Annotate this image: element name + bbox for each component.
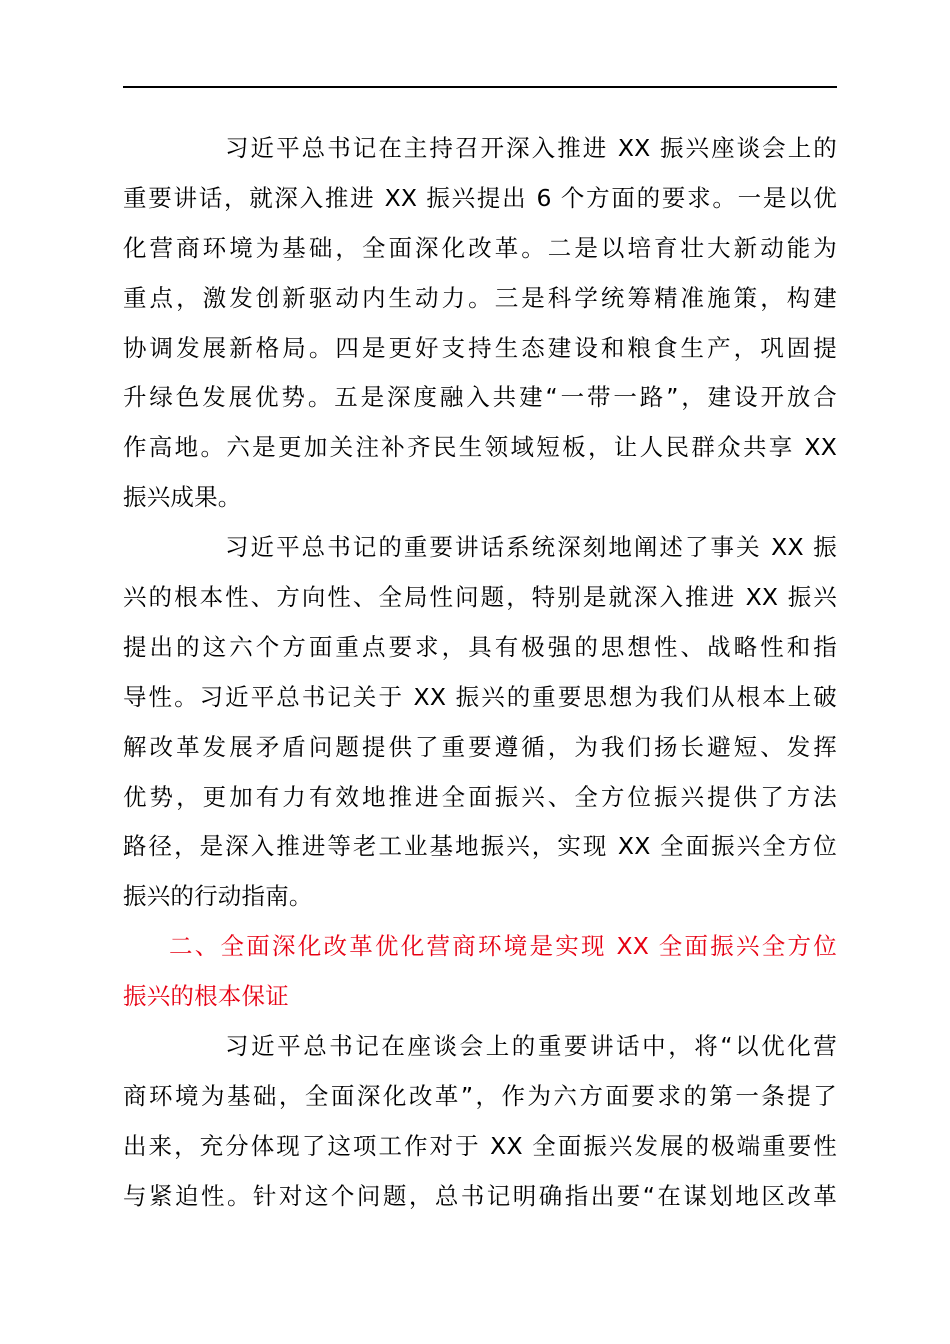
- text-line: 振兴的行动指南。: [123, 882, 313, 911]
- text-line: 路径，是深入推进等老工业基地振兴，实现 XX 全面振兴全方位: [123, 832, 837, 861]
- section-heading: [123, 922, 837, 1022]
- paragraph-significance: [123, 523, 837, 922]
- text-line: 兴的根本性、方向性、全局性问题，特别是就深入推进 XX 振兴: [123, 583, 837, 612]
- text-line: 协调发展新格局。四是更好支持生态建设和粮食生产，巩固提: [123, 333, 837, 362]
- heading-line: 二、全面深化改革优化营商环境是实现 XX 全面振兴全方位: [169, 932, 837, 961]
- text-line: 作高地。六是更加关注补齐民生领域短板，让人民群众共享 XX: [123, 433, 837, 462]
- text-line: 习近平总书记在座谈会上的重要讲话中，将“以优化营: [225, 1032, 837, 1061]
- text-line: 习近平总书记在主持召开深入推进 XX 振兴座谈会上的: [225, 134, 837, 162]
- text-line: 提出的这六个方面重点要求，具有极强的思想性、战略性和指: [123, 632, 837, 661]
- header-rule: [123, 86, 837, 88]
- paragraph-requirements: [123, 124, 837, 523]
- text-line: 与紧迫性。针对这个问题，总书记明确指出要“在谋划地区改革: [123, 1181, 837, 1210]
- text-line: 振兴成果。: [123, 483, 242, 512]
- text-line: 出来，充分体现了这项工作对于 XX 全面振兴发展的极端重要性: [123, 1131, 837, 1160]
- text-line: 导性。习近平总书记关于 XX 振兴的重要思想为我们从根本上破: [123, 682, 837, 711]
- text-line: 解改革发展矛盾问题提供了重要遵循，为我们扬长避短、发挥: [123, 732, 837, 761]
- text-line: 优势，更加有力有效地推进全面振兴、全方位振兴提供了方法: [123, 782, 837, 811]
- text-line: 重点，激发创新驱动内生动力。三是科学统筹精准施策，构建: [123, 283, 837, 312]
- text-line: 商环境为基础，全面深化改革”，作为六方面要求的第一条提了: [123, 1081, 837, 1110]
- heading-line: 振兴的根本保证: [123, 982, 289, 1011]
- document-body: [123, 124, 837, 1222]
- paragraph-business-environment: [123, 1022, 837, 1222]
- text-line: 化营商环境为基础，全面深化改革。二是以培育壮大新动能为: [123, 233, 837, 262]
- text-line: 重要讲话，就深入推进 XX 振兴提出 6 个方面的要求。一是以优: [123, 183, 837, 212]
- text-line: 习近平总书记的重要讲话系统深刻地阐述了事关 XX 振: [225, 533, 837, 562]
- text-line: 升绿色发展优势。五是深度融入共建“一带一路”，建设开放合: [123, 383, 837, 412]
